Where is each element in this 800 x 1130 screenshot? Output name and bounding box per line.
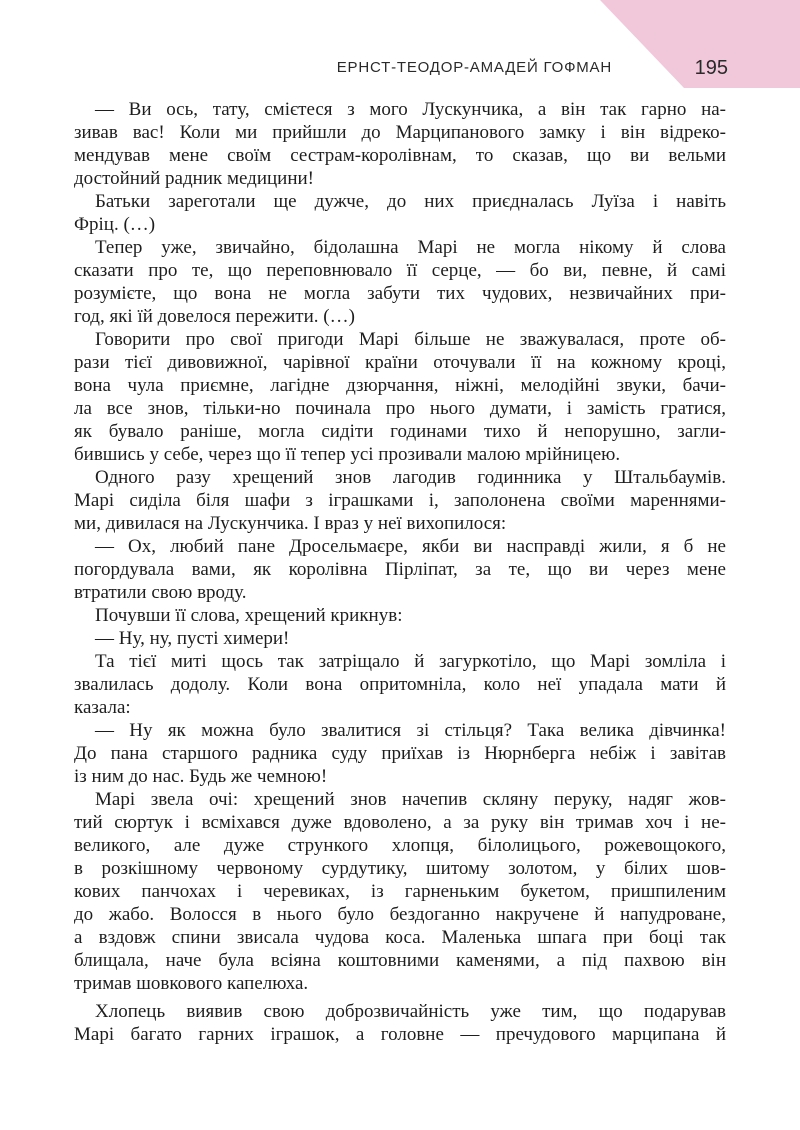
text-line: із ним до нас. Будь же чемною! — [74, 766, 328, 787]
text-line: розумієте, що вона не могла забути тих чудових, незвичайних при- — [74, 283, 726, 304]
text-line: Почувши її слова, хрещений крикнув: — [95, 605, 403, 626]
text-line: вона чула приємне, лагідне дзюрчання, ніжні, мелодійні звуки, бачи- — [74, 375, 726, 396]
text-line: казала: — [74, 697, 131, 718]
text-line: Марі звела очі: хрещений знов начепив скляну перуку, надяг жов- — [95, 789, 726, 810]
text-line: До пана старшого радника суду приїхав із Нюрнберга небіж і завітав — [74, 743, 726, 764]
text-line: блищала, наче була всіяна коштовними каменями, а під пахвою він — [74, 950, 726, 971]
text-line: великого, але дуже стрункого хлопця, білолицього, рожевощокого, — [74, 835, 726, 856]
text-line: достойний радник медицини! — [74, 168, 315, 189]
text-line: год, які їй довелося пережити. (…) — [74, 306, 355, 327]
text-line: Батьки зареготали ще дужче, до них приєдналась Луїза і навіть — [95, 191, 726, 212]
text-line: сказати про те, що переповнювало її серце, — бо ви, певне, й самі — [74, 260, 726, 281]
text-line: зивав вас! Коли ми прийшли до Марципанового замку і він відреко- — [74, 122, 726, 143]
text-line: — Ну, ну, пусті химери! — [95, 628, 290, 649]
text-line: а вздовж спини звисала чудова коса. Маленька шпага при боці так — [74, 927, 726, 948]
text-line: — Ну як можна було звалитися зі стільця? Така велика дівчинка! — [95, 720, 726, 741]
text-line: в розкішному червоному сурдутику, шитому золотом, у білих шов- — [74, 858, 726, 879]
text-line: Марі сиділа біля шафи з іграшками і, заполонена своїми мареннями- — [74, 490, 726, 511]
text-line: — Ви ось, тату, смієтеся з мого Лускунчика, а він так гарно на- — [95, 99, 726, 120]
text-line: втратили свою вроду. — [74, 582, 247, 603]
text-line: Хлопець виявив свою доброзвичайність уже тим, що подарував — [95, 1001, 726, 1022]
text-line: тримав шовкового капелюха. — [74, 973, 309, 994]
text-line: кових панчохах і черевиках, із гарненьким букетом, пришпиленим — [74, 881, 726, 902]
text-line: погордувала вами, як королівна Пірліпат, за те, що ви через мене — [74, 559, 726, 580]
text-line: Фріц. (…) — [74, 214, 156, 235]
text-line: Марі багато гарних іграшок, а головне — пречудового марципана й — [74, 1024, 726, 1045]
text-line: — Ох, любий пане Дросельмаєре, якби ви насправді жили, я б не — [95, 536, 726, 557]
text-line: мендував мене своїм сестрам-королівнам, то сказав, що ви вельми — [74, 145, 726, 166]
text-line: Тепер уже, звичайно, бідолашна Марі не могла нікому й слова — [95, 237, 726, 258]
text-line: як бувало раніше, могла сидіти годинами тихо й непорушно, загли- — [74, 421, 726, 442]
page-number: 195 — [694, 57, 728, 79]
text-line: бившись у себе, через що її тепер усі прозивали малою мрійницею. — [74, 444, 621, 465]
body-text — [74, 98, 726, 1046]
text-line: Та тієї миті щось так затріщало й загуркотіло, що Марі зомліла і — [95, 651, 726, 672]
text-line: звалилась додолу. Коли вона опритомніла, коло неї упадала мати й — [74, 674, 726, 695]
running-head: ЕРНСТ-ТЕОДОР-АМАДЕЙ ГОФМАН — [336, 59, 612, 76]
text-line: Говорити про свої пригоди Марі більше не зважувалася, проте об- — [95, 329, 726, 350]
text-line: Одного разу хрещений знов лагодив годинника у Штальбаумів. — [95, 467, 726, 488]
text-line: до жабо. Волосся в нього було бездоганно накручене й напудроване, — [74, 904, 726, 925]
text-line: тий сюртук і всміхався дуже вдоволено, а за руку він тримав хоч і не- — [74, 812, 726, 833]
text-line: ми, дивилася на Лускунчика. І враз у неї вихопилося: — [74, 513, 507, 534]
text-line: ла все знов, тільки-но починала про нього думати, і замість гратися, — [74, 398, 726, 419]
text-line: рази тієї дивовижної, чарівної країни оточували її на кожному кроці, — [74, 352, 726, 373]
